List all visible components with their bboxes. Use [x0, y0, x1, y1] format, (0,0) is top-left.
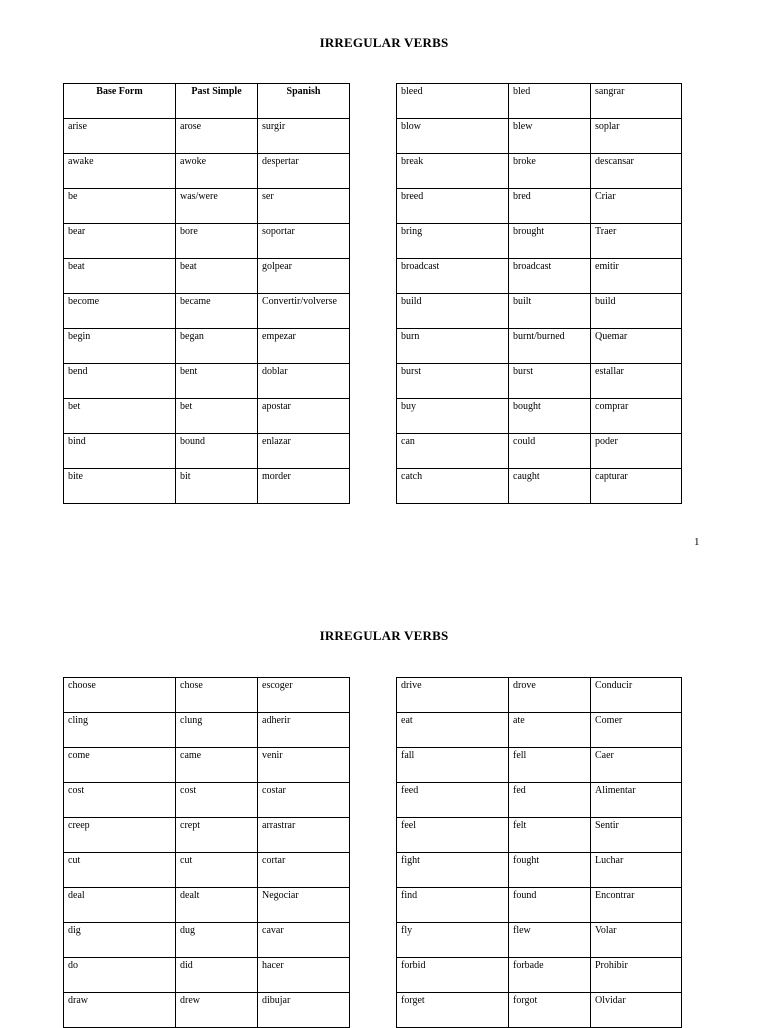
base-form-cell: catch	[397, 469, 509, 504]
table-row	[64, 783, 350, 818]
table-row	[64, 888, 350, 923]
base-form-cell: forbid	[397, 958, 509, 993]
base-form-cell: bring	[397, 224, 509, 259]
table-row	[397, 958, 682, 993]
base-form-cell: burn	[397, 329, 509, 364]
table-row	[397, 84, 682, 119]
past-simple-cell: bound	[176, 434, 258, 469]
base-form-cell: cost	[64, 783, 176, 818]
spanish-cell: soportar	[258, 224, 350, 259]
table-row	[64, 818, 350, 853]
past-simple-cell: arose	[176, 119, 258, 154]
table-row	[64, 119, 350, 154]
past-simple-cell: was/were	[176, 189, 258, 224]
page-1-title: IRREGULAR VERBS	[319, 35, 449, 50]
base-form-cell: build	[397, 294, 509, 329]
base-form-cell: bind	[64, 434, 176, 469]
past-simple-cell: did	[176, 958, 258, 993]
past-simple-cell: began	[176, 329, 258, 364]
base-form-cell: cut	[64, 853, 176, 888]
page-2-right-table	[396, 677, 682, 1028]
base-form-cell: bleed	[397, 84, 509, 119]
spanish-cell: Quemar	[591, 329, 682, 364]
past-simple-cell: clung	[176, 713, 258, 748]
past-simple-cell: forgot	[509, 993, 591, 1028]
base-form-cell: breed	[397, 189, 509, 224]
table-row	[64, 189, 350, 224]
base-form-cell: buy	[397, 399, 509, 434]
table-row	[64, 364, 350, 399]
table-row	[64, 154, 350, 189]
table-row	[397, 224, 682, 259]
table-header-row	[64, 84, 350, 119]
past-simple-cell: fell	[509, 748, 591, 783]
spanish-cell: Olvidar	[591, 993, 682, 1028]
spanish-cell: Convertir/volverse	[258, 294, 350, 329]
past-simple-cell: caught	[509, 469, 591, 504]
base-form-cell: do	[64, 958, 176, 993]
table-row	[64, 923, 350, 958]
spanish-cell: poder	[591, 434, 682, 469]
spanish-cell: Prohibir	[591, 958, 682, 993]
base-form-cell: eat	[397, 713, 509, 748]
past-simple-cell: burst	[509, 364, 591, 399]
past-simple-cell: drew	[176, 993, 258, 1028]
base-form-cell: be	[64, 189, 176, 224]
base-form-cell: feed	[397, 783, 509, 818]
table-row	[397, 783, 682, 818]
past-simple-cell: bit	[176, 469, 258, 504]
past-simple-cell: found	[509, 888, 591, 923]
spanish-cell: Sentir	[591, 818, 682, 853]
past-simple-cell: blew	[509, 119, 591, 154]
past-simple-cell: became	[176, 294, 258, 329]
base-form-cell: bite	[64, 469, 176, 504]
base-form-cell: choose	[64, 678, 176, 713]
base-form-cell: begin	[64, 329, 176, 364]
past-simple-cell: bore	[176, 224, 258, 259]
page-2-left-table	[63, 677, 350, 1028]
base-form-cell: drive	[397, 678, 509, 713]
table-row	[397, 154, 682, 189]
base-form-cell: find	[397, 888, 509, 923]
spanish-cell: dibujar	[258, 993, 350, 1028]
table-row	[397, 364, 682, 399]
past-simple-cell: bent	[176, 364, 258, 399]
past-simple-cell: could	[509, 434, 591, 469]
table-row	[397, 189, 682, 224]
table-row	[64, 993, 350, 1028]
spanish-cell: morder	[258, 469, 350, 504]
past-simple-cell: broke	[509, 154, 591, 189]
base-form-cell: fall	[397, 748, 509, 783]
past-simple-cell: built	[509, 294, 591, 329]
base-form-cell: beat	[64, 259, 176, 294]
table-row	[64, 469, 350, 504]
table-row	[64, 259, 350, 294]
base-form-cell: awake	[64, 154, 176, 189]
table-row	[64, 853, 350, 888]
table-row	[64, 678, 350, 713]
spanish-cell: Caer	[591, 748, 682, 783]
table-row	[64, 294, 350, 329]
table-row	[397, 469, 682, 504]
past-simple-cell: bled	[509, 84, 591, 119]
past-simple-cell: bought	[509, 399, 591, 434]
table-row	[397, 678, 682, 713]
base-form-cell: become	[64, 294, 176, 329]
spanish-cell: golpear	[258, 259, 350, 294]
spanish-cell: sangrar	[591, 84, 682, 119]
spanish-cell: comprar	[591, 399, 682, 434]
table-row	[397, 818, 682, 853]
table-row	[397, 923, 682, 958]
base-form-cell: deal	[64, 888, 176, 923]
past-simple-cell: chose	[176, 678, 258, 713]
table-row	[64, 434, 350, 469]
base-form-cell: feel	[397, 818, 509, 853]
spanish-cell: ser	[258, 189, 350, 224]
page-1-left-table-body	[64, 119, 350, 504]
table-row	[64, 713, 350, 748]
past-simple-cell: forbade	[509, 958, 591, 993]
table-row	[397, 993, 682, 1028]
table-row	[397, 434, 682, 469]
spanish-cell: Traer	[591, 224, 682, 259]
spanish-cell: empezar	[258, 329, 350, 364]
table-row	[64, 329, 350, 364]
past-simple-cell: dug	[176, 923, 258, 958]
spanish-cell: estallar	[591, 364, 682, 399]
spanish-cell: Negociar	[258, 888, 350, 923]
base-form-cell: fight	[397, 853, 509, 888]
spanish-cell: Conducir	[591, 678, 682, 713]
past-simple-cell: drove	[509, 678, 591, 713]
page-1-right-table	[396, 83, 682, 504]
spanish-cell: escoger	[258, 678, 350, 713]
table-row	[397, 853, 682, 888]
past-simple-cell: ate	[509, 713, 591, 748]
past-simple-cell: beat	[176, 259, 258, 294]
table-row	[397, 259, 682, 294]
spanish-cell: capturar	[591, 469, 682, 504]
spanish-cell: costar	[258, 783, 350, 818]
spanish-cell: cavar	[258, 923, 350, 958]
base-form-cell: blow	[397, 119, 509, 154]
spanish-cell: enlazar	[258, 434, 350, 469]
base-form-cell: break	[397, 154, 509, 189]
spanish-cell: soplar	[591, 119, 682, 154]
table-row	[397, 329, 682, 364]
past-simple-cell: awoke	[176, 154, 258, 189]
table-row	[397, 748, 682, 783]
base-form-cell: come	[64, 748, 176, 783]
spanish-cell: emitir	[591, 259, 682, 294]
page-2-title: IRREGULAR VERBS	[319, 628, 449, 643]
base-form-cell: creep	[64, 818, 176, 853]
header-spanish: Spanish	[258, 84, 350, 119]
past-simple-cell: brought	[509, 224, 591, 259]
table-row	[64, 399, 350, 434]
past-simple-cell: bet	[176, 399, 258, 434]
table-row	[64, 958, 350, 993]
table-row	[64, 224, 350, 259]
spanish-cell: Volar	[591, 923, 682, 958]
table-row	[397, 399, 682, 434]
base-form-cell: draw	[64, 993, 176, 1028]
page-2-left-table-body	[64, 678, 350, 1028]
spanish-cell: adherir	[258, 713, 350, 748]
spanish-cell: Alimentar	[591, 783, 682, 818]
past-simple-cell: dealt	[176, 888, 258, 923]
past-simple-cell: broadcast	[509, 259, 591, 294]
past-simple-cell: felt	[509, 818, 591, 853]
past-simple-cell: burnt/burned	[509, 329, 591, 364]
spanish-cell: surgir	[258, 119, 350, 154]
header-base-form: Base Form	[64, 84, 176, 119]
past-simple-cell: cut	[176, 853, 258, 888]
table-row	[397, 888, 682, 923]
base-form-cell: burst	[397, 364, 509, 399]
spanish-cell: hacer	[258, 958, 350, 993]
base-form-cell: broadcast	[397, 259, 509, 294]
base-form-cell: fly	[397, 923, 509, 958]
page-1-left-table	[63, 83, 350, 504]
base-form-cell: dig	[64, 923, 176, 958]
base-form-cell: can	[397, 434, 509, 469]
spanish-cell: Encontrar	[591, 888, 682, 923]
spanish-cell: build	[591, 294, 682, 329]
past-simple-cell: fed	[509, 783, 591, 818]
spanish-cell: Criar	[591, 189, 682, 224]
base-form-cell: bet	[64, 399, 176, 434]
spanish-cell: descansar	[591, 154, 682, 189]
base-form-cell: cling	[64, 713, 176, 748]
spanish-cell: despertar	[258, 154, 350, 189]
page-number: 1	[694, 536, 700, 548]
header-past-simple: Past Simple	[176, 84, 258, 119]
base-form-cell: forget	[397, 993, 509, 1028]
table-row	[397, 294, 682, 329]
past-simple-cell: came	[176, 748, 258, 783]
base-form-cell: arise	[64, 119, 176, 154]
spanish-cell: venir	[258, 748, 350, 783]
spanish-cell: Luchar	[591, 853, 682, 888]
table-row	[397, 713, 682, 748]
past-simple-cell: bred	[509, 189, 591, 224]
table-row	[64, 748, 350, 783]
past-simple-cell: fought	[509, 853, 591, 888]
base-form-cell: bend	[64, 364, 176, 399]
spanish-cell: arrastrar	[258, 818, 350, 853]
base-form-cell: bear	[64, 224, 176, 259]
page-2-right-table-body	[397, 678, 682, 1028]
past-simple-cell: crept	[176, 818, 258, 853]
spanish-cell: Comer	[591, 713, 682, 748]
past-simple-cell: cost	[176, 783, 258, 818]
spanish-cell: doblar	[258, 364, 350, 399]
past-simple-cell: flew	[509, 923, 591, 958]
table-row	[397, 119, 682, 154]
page-1-right-table-body	[397, 84, 682, 504]
spanish-cell: cortar	[258, 853, 350, 888]
spanish-cell: apostar	[258, 399, 350, 434]
